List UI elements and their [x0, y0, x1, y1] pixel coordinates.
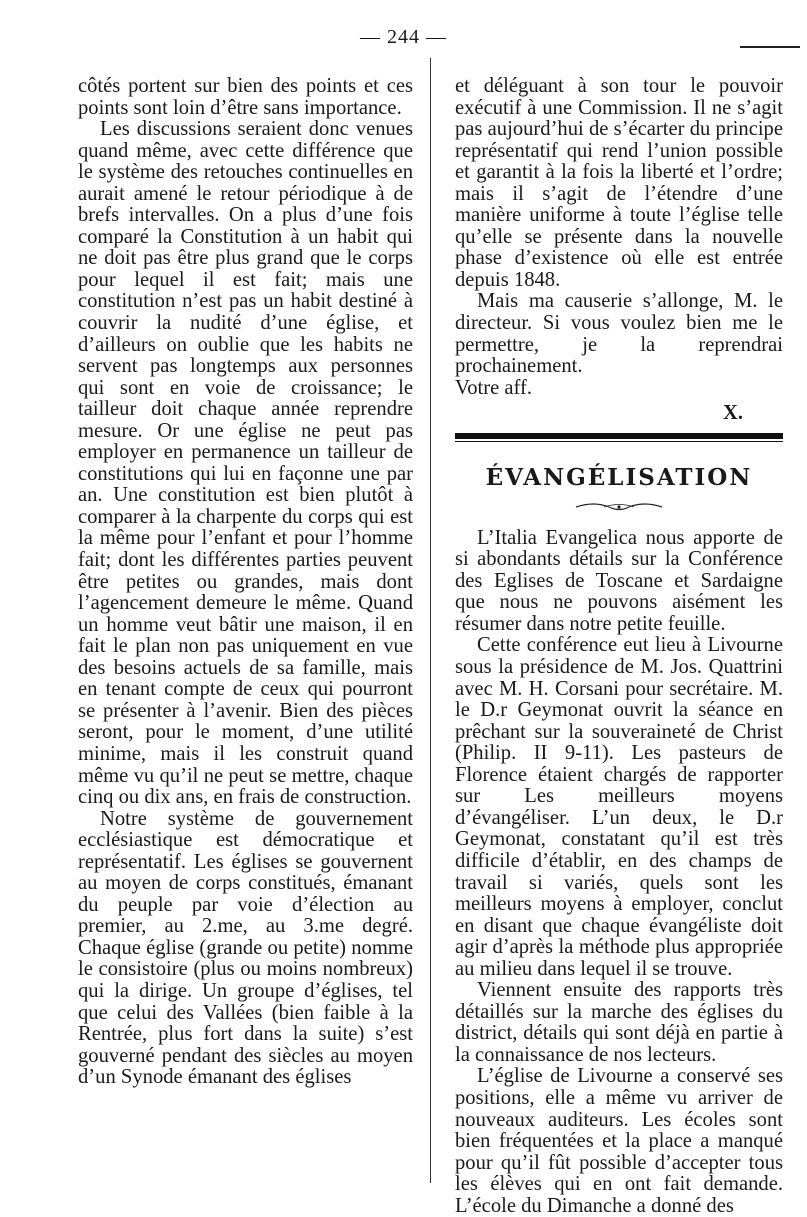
paragraph: Viennent ensuite des rapports très détaillés sur la marche des églises du district, détails qui sont déjà en partie à la connaissance de nos lecteurs. — [455, 979, 783, 1066]
header-rule — [740, 46, 800, 48]
paragraph: L’église de Livourne a conservé ses positions, elle a même vu arriver de nouveaux auditeurs. Les écoles sont bien fréquentées et la place a manqué pour qu’il fût possible d’accepter tous les élèves qui en ont fait demande. L’école du Dimanche a donné des — [455, 1065, 783, 1217]
page-number: — 244 — — [360, 26, 447, 48]
paragraph: Mais ma causerie s’allonge, M. le directeur. Si vous voulez bien me le permettre, je la reprendrai prochainement. — [455, 290, 783, 378]
ornament-icon — [455, 498, 783, 514]
paragraph: Les discussions seraient donc venues quand même, avec cette différence que le système des retouches continuelles en aurait amené le retour périodique à de brefs intervalles. On a plus d’une fois comparé la Constitution à un habit qui ne doit pas être plus grand que le corps pour lequel il est fait; mais une constitution n’est pas un habit destiné à couvrir la nudité d’une église, et d’ailleurs on oublie que les habits ne servent pas longtemps aux personnes qui sont en voie de croissance; le tailleur doit chaque année reprendre mesure. Or une église ne peut pas employer en permanence un tailleur de constitutions qui lui en façonne une par an. Une constitution est bien plutôt à comparer à la charpente du corps qui est la même pour l’enfant et pour l’homme fait; dont les différentes parties peuvent être petites ou grandes, mais dont l’agencement demeure le même. Quand un homme veut bâtir une maison, il en fait le plan non pas uniquement en vue des besoins actuels de sa famille, mais en tenant compte de ceux qui pourront se présenter à l’avenir. Bien des pièces seront, pour le moment, d’une utilité minime, mais il les construit quand même vu qu’il ne peut se mettre, chaque cinq ou dix ans, en frais de construction. — [78, 118, 413, 809]
closing-line: Votre aff. — [455, 376, 533, 399]
paragraph: L’Italia Evangelica nous apporte de si abondants détails sur la Conférence des Eglises de Toscane et Sardaigne que nous ne pouvons aisément les résumer dans notre petite feuille. — [455, 526, 783, 635]
right-column — [455, 76, 783, 1217]
column-divider — [430, 58, 431, 1183]
section-rule-thin — [455, 441, 783, 442]
paragraph: côtés portent sur bien des points et ces points sont loin d’être sans importance. — [78, 75, 413, 119]
paragraph: et déléguant à son tour le pouvoir exécutif à une Commission. Il ne s’agit pas aujourd’hui de s’écarter du principe représentatif qui rend l’union possible et garantit à la fois la liberté et l’ordre; mais il s’agit de l’étendre d’une manière uniforme à toute l’église telle qu’elle se présente dans la nouvelle phase d’existence où elle est entrée depuis 1848. — [455, 75, 783, 291]
section-title: ÉVANGÉLISATION — [485, 463, 753, 491]
signature: X. — [722, 402, 743, 425]
paragraph: Notre système de gouvernement ecclésiastique est démocratique et représentatif. Les églises se gouvernent au moyen de corps constitués, émanant du peuple par voie d’élection au premier, au 2.me, au 3.me degré. Chaque église (grande ou petite) nomme le consistoire (plus ou moins nombreux) qui la dirige. Un groupe d’églises, tel que celui des Vallées (bien faible à la Rentrée, plus fort dans la suite) s’est gouverné pendant des siècles au moyen d’un Synode émanant des églises — [78, 807, 413, 1089]
section-rule — [455, 433, 783, 439]
paragraph: Cette conférence eut lieu à Livourne sous la présidence de M. Jos. Quattrini avec M. H. Corsani pour secrétaire. M. le D.r Geymonat ouvrit la séance en prêchant sur la souveraineté de Christ (Philip. II 9-11). Les pasteurs de Florence étaient chargés de rapporter sur Les meilleurs moyens d’évangéliser. L’un deux, le D.r Geymonat, constatant qu’il est très difficile d’établir, en des champs de travail si variés, quels sont les meilleurs moyens à employer, conclut en disant que chaque évangéliste doit agir d’après la méthode plus appropriée au milieu dans lequel il se trouve. — [455, 634, 783, 980]
left-column — [78, 76, 413, 1089]
